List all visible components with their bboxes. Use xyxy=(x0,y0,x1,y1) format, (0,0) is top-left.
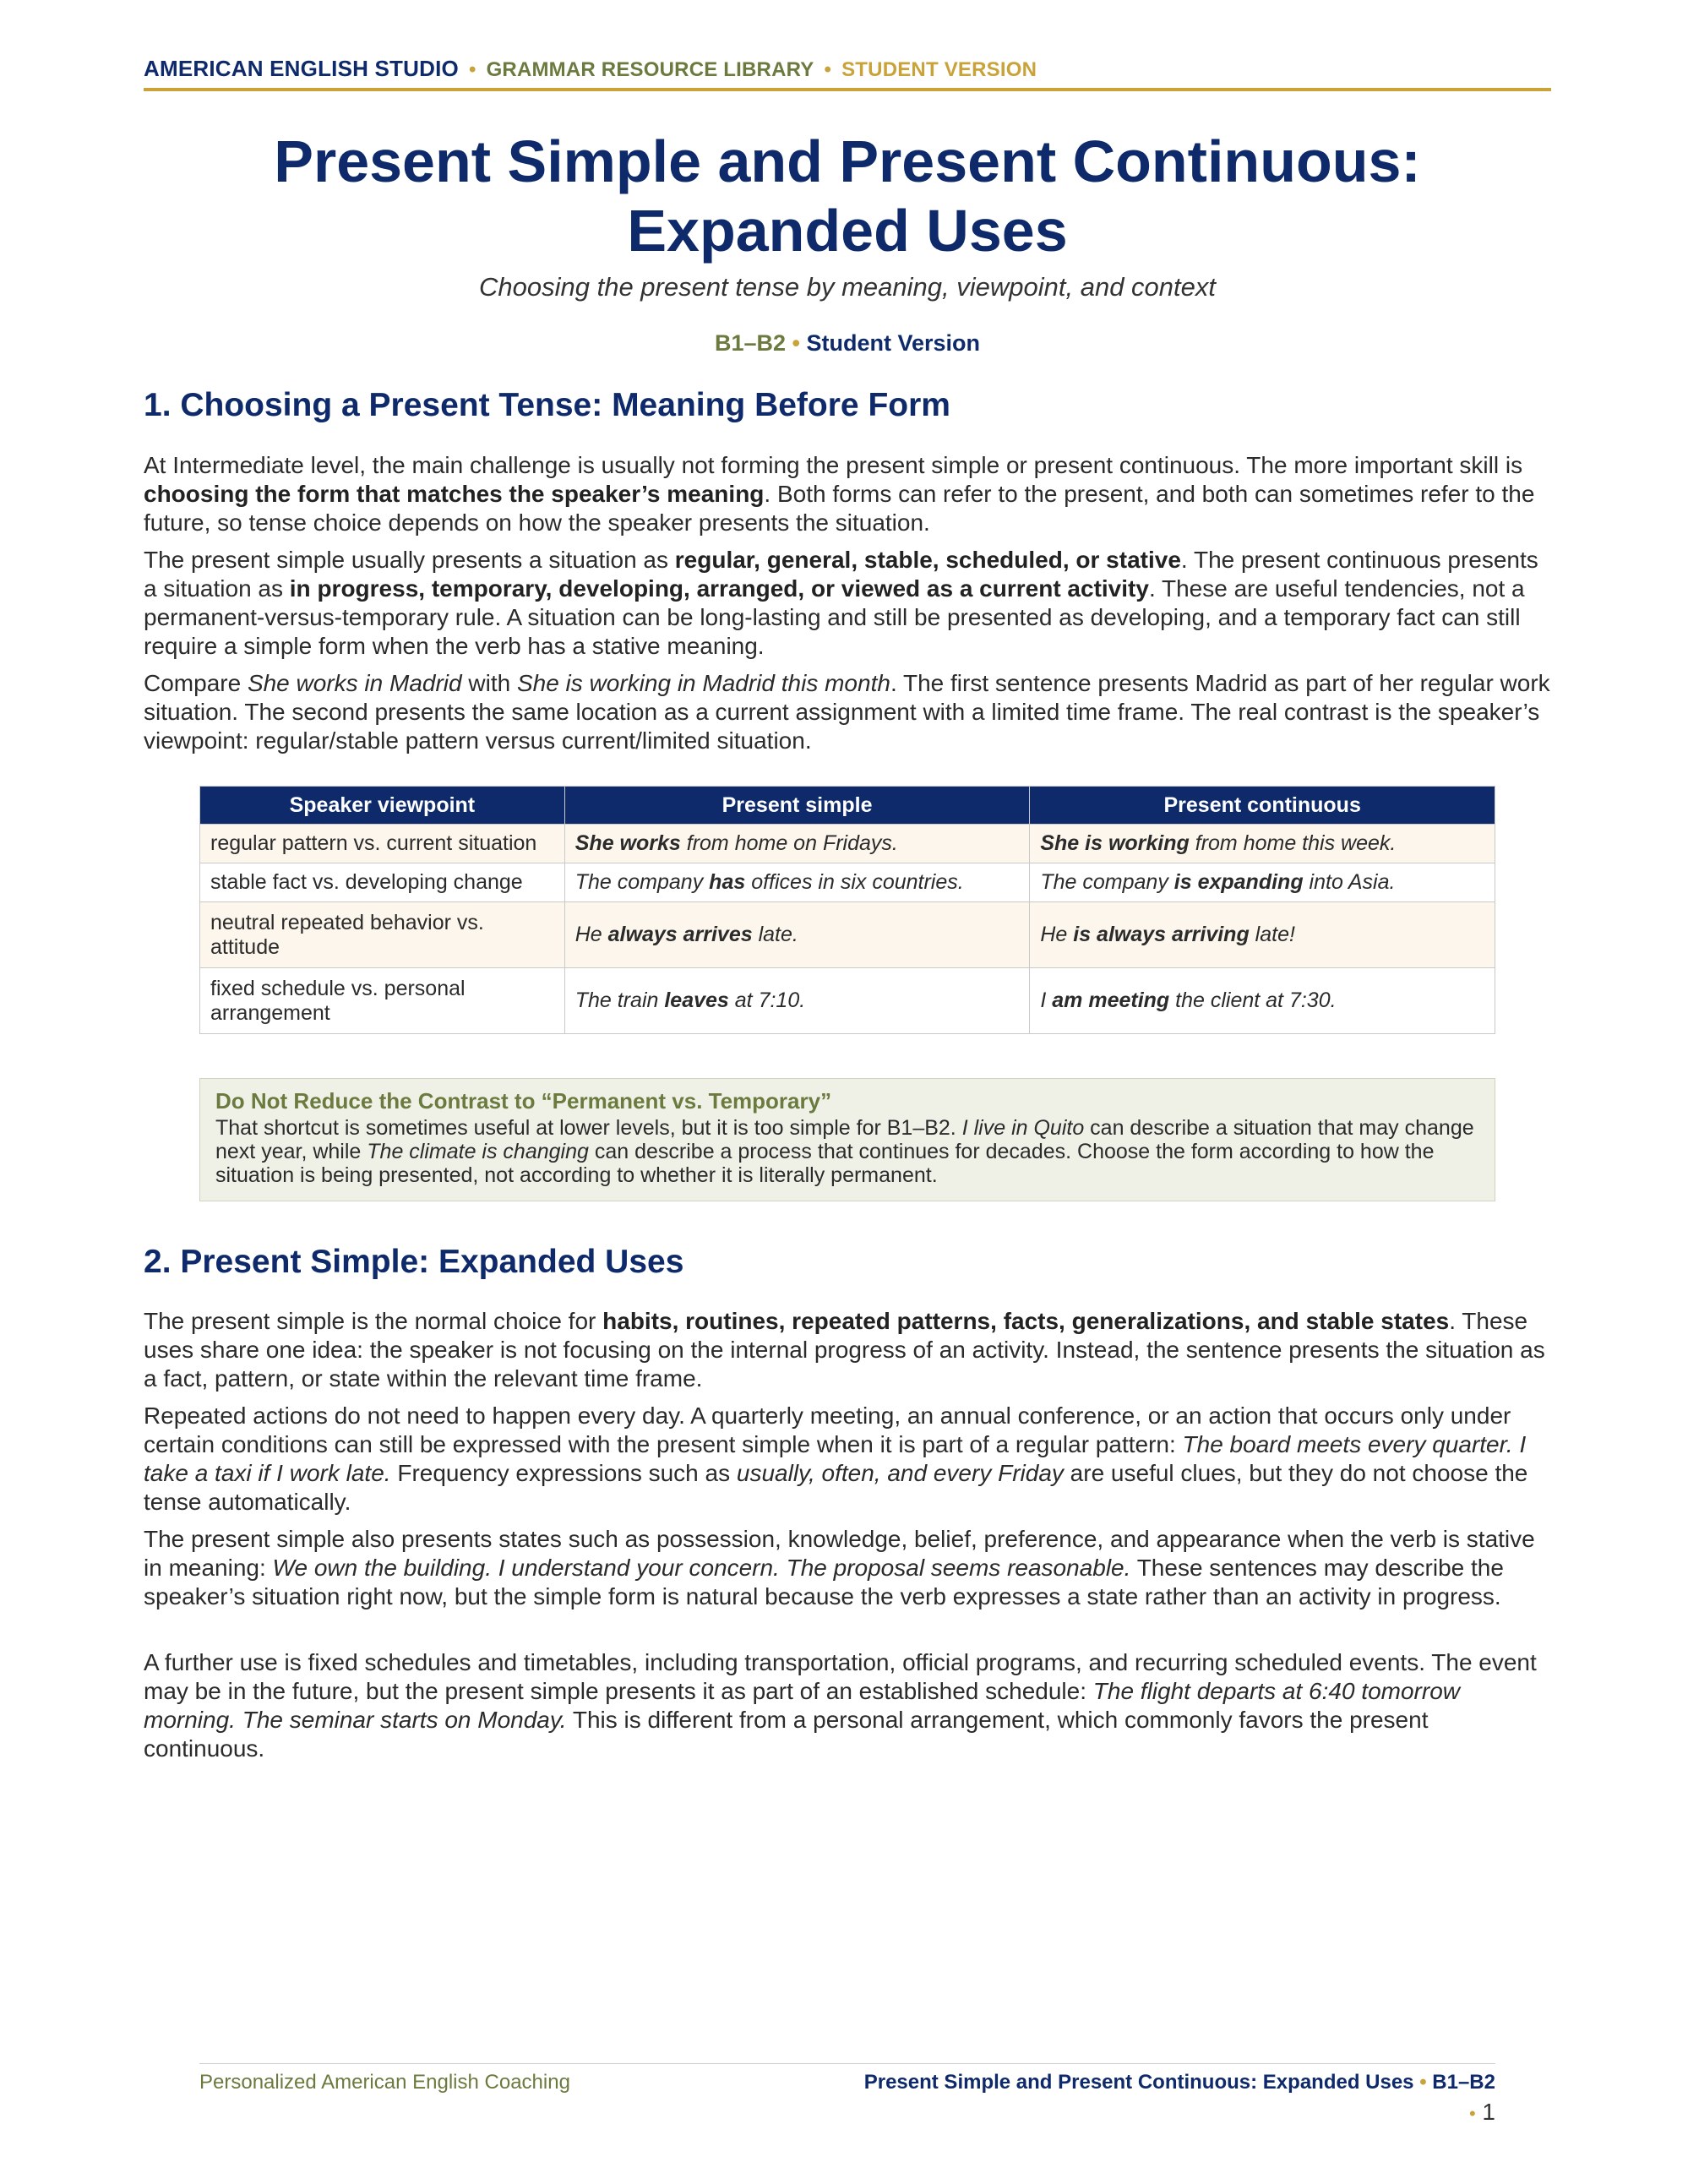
table-row xyxy=(200,825,1495,863)
text: can describe a situation that may change next year, while xyxy=(215,1116,1474,1163)
text: from home on Fridays. xyxy=(680,831,898,855)
simple-example-cell xyxy=(564,968,1030,1034)
italic-text: usually, often, and every Friday xyxy=(736,1460,1064,1486)
bold-text: is always arriving xyxy=(1073,923,1250,946)
text: This is different from a personal arrangement, which commonly favors the present continuous. xyxy=(144,1707,1429,1762)
text: at 7:10. xyxy=(728,989,806,1012)
text: with xyxy=(461,670,517,696)
text: Compare xyxy=(144,670,248,696)
page-number-dot: • xyxy=(1468,2103,1476,2124)
page-title xyxy=(144,127,1551,265)
callout-box xyxy=(199,1078,1495,1201)
footer-doc-title xyxy=(864,2071,1495,2094)
viewpoint-cell: fixed schedule vs. personal arrangement xyxy=(200,968,565,1034)
bold-text: has xyxy=(709,870,746,894)
text: are useful clues, but they do not choose the tense automatically. xyxy=(144,1460,1528,1515)
footer-title-text: Present Simple and Present Continuous: Expanded Uses xyxy=(863,2071,1414,2094)
text: . Both forms can refer to the present, and both can sometimes refer to the future, so tense choice depends on how the speaker presents the situation. xyxy=(144,481,1535,536)
level-dot: • xyxy=(792,330,800,356)
header-version: STUDENT VERSION xyxy=(841,58,1037,81)
table-header-cell: Present continuous xyxy=(1030,787,1495,825)
text: The present simple usually presents a situation as xyxy=(144,547,675,573)
viewpoint-cell: stable fact vs. developing change xyxy=(200,863,565,902)
text: He xyxy=(1040,923,1074,946)
bold-text: is expanding xyxy=(1173,870,1304,894)
table-row xyxy=(200,863,1495,902)
level-badge: B1–B2 xyxy=(714,330,786,356)
page-subtitle: Choosing the present tense by meaning, viewpoint, and context xyxy=(479,272,1216,302)
text: late! xyxy=(1249,923,1295,946)
text: The present simple also presents states such as possession, knowledge, belief, preference, and appearance when the verb is stative in meaning: xyxy=(144,1526,1535,1581)
text: The company xyxy=(1040,870,1174,894)
footer-level: B1–B2 xyxy=(1432,2071,1495,2094)
section-2-paragraph-3 xyxy=(144,1525,1551,1611)
table-row xyxy=(200,968,1495,1034)
bold-text: always arrives xyxy=(607,923,753,946)
section-2-paragraph-1 xyxy=(144,1307,1551,1393)
text: That shortcut is sometimes useful at lower levels, but it is too simple for B1–B2. xyxy=(215,1116,962,1140)
viewpoint-cell: neutral repeated behavior vs. attitude xyxy=(200,902,565,968)
text: can describe a process that continues for decades. Choose the form according to how the situation is being presented, not according to whether it is literally permanent. xyxy=(215,1140,1435,1187)
text: . The first sentence presents Madrid as part of her regular work situation. The second presents the same location as a current assignment with a limited time frame. The real contrast is the speaker’s viewpoint: regular/stable pattern versus current/limited situation. xyxy=(144,670,1550,754)
viewpoint-cell: regular pattern vs. current situation xyxy=(200,825,565,863)
bold-text: am meeting xyxy=(1052,989,1170,1012)
text: . The present continuous presents a situation as xyxy=(144,547,1538,602)
header-library: GRAMMAR RESOURCE LIBRARY xyxy=(486,58,814,81)
text: the client at 7:30. xyxy=(1169,989,1337,1012)
comparison-table xyxy=(199,786,1495,1034)
text: The present simple is the normal choice for xyxy=(144,1308,603,1334)
simple-example-cell xyxy=(564,902,1030,968)
italic-text: The board meets every quarter. I take a taxi if I work late. xyxy=(144,1431,1527,1486)
italic-text: We own the building. I understand your concern. The proposal seems reasonable. xyxy=(272,1555,1131,1581)
header-brand: AMERICAN ENGLISH STUDIO xyxy=(144,56,459,81)
header-separator: • xyxy=(468,58,476,81)
bold-text: habits, routines, repeated patterns, facts, generalizations, and stable states xyxy=(602,1308,1450,1334)
section-2-paragraph-2 xyxy=(144,1402,1551,1517)
title-line-2: Expanded Uses xyxy=(627,198,1068,264)
bold-text: She works xyxy=(574,831,681,855)
text: offices in six countries. xyxy=(745,870,964,894)
callout-title: Do Not Reduce the Contrast to “Permanent vs. Temporary” xyxy=(215,1088,832,1114)
text: The company xyxy=(574,870,710,894)
footer-tagline: Personalized American English Coaching xyxy=(199,2071,570,2094)
section-1-paragraph-1 xyxy=(144,451,1551,537)
bold-text: regular, general, stable, scheduled, or stative xyxy=(674,547,1181,573)
table-row xyxy=(200,902,1495,968)
text: late. xyxy=(752,923,798,946)
italic-text: I live in Quito xyxy=(961,1116,1085,1140)
table-header-row xyxy=(200,787,1495,825)
text: These sentences may describe the speaker’s situation right now, but the simple form is natural because the verb expresses a state rather than an activity in progress. xyxy=(144,1555,1504,1609)
section-2-heading: 2. Present Simple: Expanded Uses xyxy=(144,1244,684,1280)
continuous-example-cell xyxy=(1030,902,1495,968)
level-line xyxy=(144,330,1551,357)
text: A further use is fixed schedules and timetables, including transportation, official programs, and recurring scheduled events. The event may be in the future, but the present simple presents it as part of an established schedule: xyxy=(144,1649,1537,1704)
callout-body xyxy=(215,1116,1479,1187)
text: . These uses share one idea: the speaker is not focusing on the internal progress of an activity. Instead, the sentence presents the situation as a fact, pattern, or state within the relevant time frame. xyxy=(144,1308,1545,1392)
text: At Intermediate level, the main challenge is usually not forming the present simple or present continuous. The more important skill is xyxy=(144,452,1523,478)
section-1-paragraph-2 xyxy=(144,546,1551,661)
continuous-example-cell xyxy=(1030,968,1495,1034)
text: I xyxy=(1040,989,1053,1012)
section-2-paragraph-4 xyxy=(144,1648,1551,1763)
italic-text: The flight departs at 6:40 tomorrow morning. The seminar starts on Monday. xyxy=(144,1678,1460,1733)
table-header-cell: Present simple xyxy=(564,787,1030,825)
section-1-paragraph-3 xyxy=(144,669,1551,755)
title-line-1: Present Simple and Present Continuous: xyxy=(274,128,1421,194)
simple-example-cell xyxy=(564,863,1030,902)
bold-text: choosing the form that matches the speaker’s meaning xyxy=(144,481,765,507)
bold-text: She is working xyxy=(1040,831,1190,855)
text: into Asia. xyxy=(1303,870,1396,894)
footer-divider xyxy=(199,2063,1495,2064)
text: . These are useful tendencies, not a permanent-versus-temporary rule. A situation can be long-lasting and still be presented as developing, and a temporary fact can still require a simple form when the verb has a stative meaning. xyxy=(144,575,1525,659)
table-header-cell: Speaker viewpoint xyxy=(200,787,565,825)
level-version: Student Version xyxy=(806,330,981,356)
bold-text: in progress, temporary, developing, arranged, or viewed as a current activity xyxy=(289,575,1149,602)
continuous-example-cell xyxy=(1030,825,1495,863)
footer-dot: • xyxy=(1419,2071,1427,2094)
running-header xyxy=(144,56,1551,91)
page-number xyxy=(1469,2099,1495,2126)
italic-text: She is working in Madrid this month xyxy=(516,670,890,696)
italic-text: The climate is changing xyxy=(367,1140,589,1163)
bold-text: leaves xyxy=(664,989,729,1012)
continuous-example-cell xyxy=(1030,863,1495,902)
text: Frequency expressions such as xyxy=(390,1460,737,1486)
header-separator: • xyxy=(824,58,832,81)
text: from home this week. xyxy=(1189,831,1397,855)
text: Repeated actions do not need to happen every day. A quarterly meeting, an annual conference, or an action that occurs only under certain conditions can still be expressed with the present simple when it is part of a regular pattern: xyxy=(144,1402,1511,1457)
italic-text: She works in Madrid xyxy=(247,670,462,696)
simple-example-cell xyxy=(564,825,1030,863)
page-number-value: 1 xyxy=(1482,2099,1495,2125)
text: He xyxy=(574,923,608,946)
text: The train xyxy=(574,989,665,1012)
section-1-heading: 1. Choosing a Present Tense: Meaning Before Form xyxy=(144,387,950,423)
